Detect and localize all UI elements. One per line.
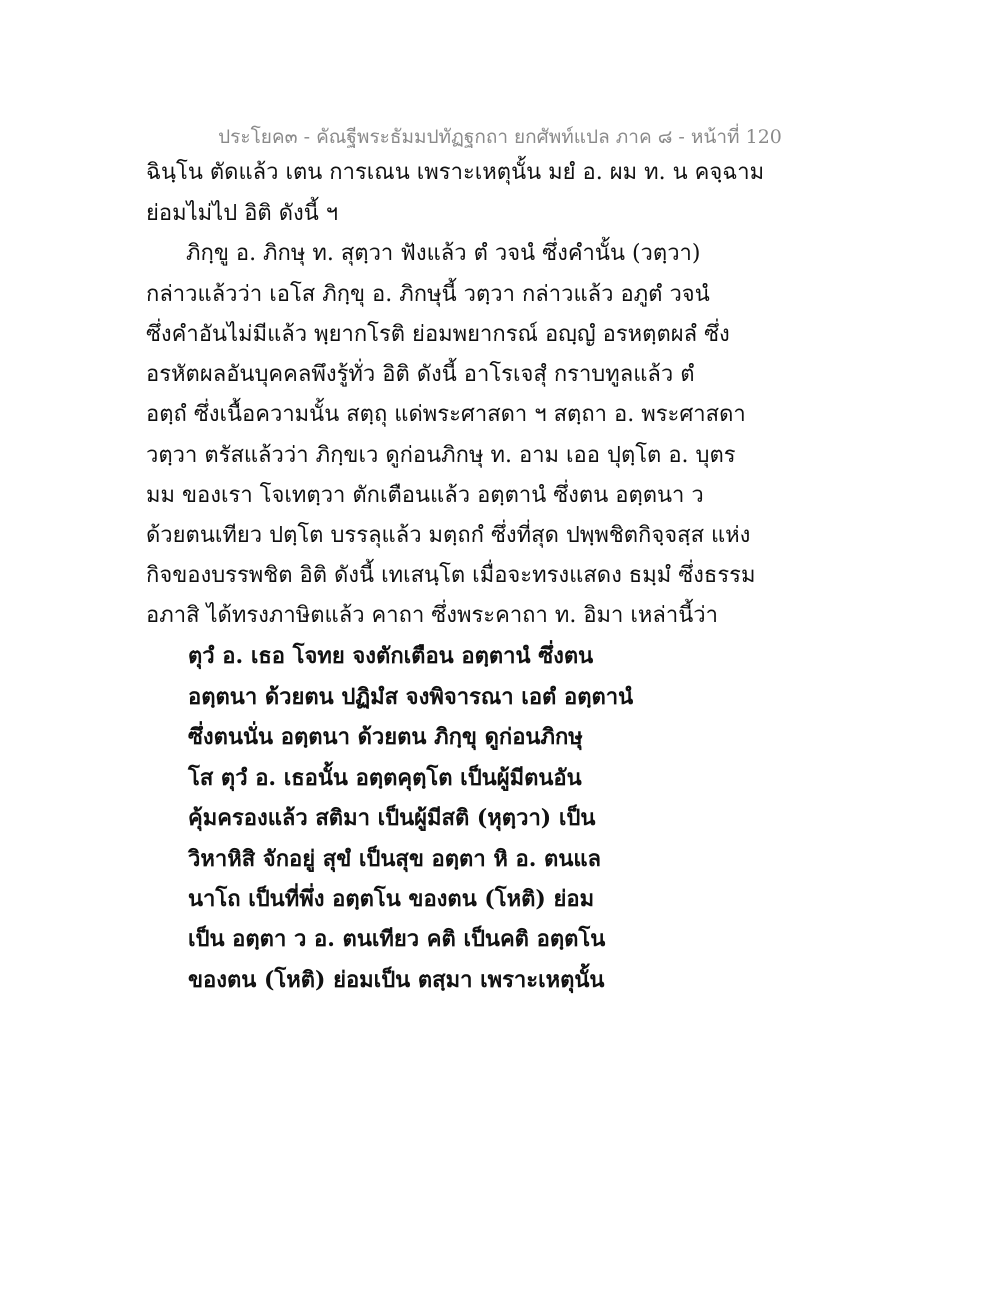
- text-line: มม ของเรา โจเทตฺวา ตักเตือนแล้ว อตฺตานํ ซึ่งตน อตฺตนา ว: [146, 483, 704, 508]
- verse-line: คุ้มครองแล้ว สติมา เป็นผู้มีสติ (หุตฺวา) เป็น: [188, 805, 596, 831]
- text-line: ภิกฺขู อ. ภิกษุ ท. สุตฺวา ฟังแล้ว ตํ วจนํ ซึ่งคำนั้น (วตฺวา): [186, 241, 701, 266]
- verse-line: วิหาหิสิ จักอยู่ สุขํ เป็นสุข อตฺตา หิ อ. ตนแล: [188, 846, 602, 872]
- text-line: ฉินฺโน ตัดแล้ว เตน การเณน เพราะเหตุนั้น มยํ อ. ผม ท. น คจฺฉาม: [146, 160, 765, 185]
- verse-line: ซึ่งตนนั่น อตฺตนา ด้วยตน ภิกฺขุ ดูก่อนภิกษุ: [188, 724, 583, 750]
- verse-line: นาโถ เป็นที่พึ่ง อตฺตโน ของตน (โหติ) ย่อม: [188, 886, 595, 912]
- text-line: อตฺถํ ซึ่งเนื้อความนั้น สตฺถุ แด่พระศาสดา ฯ สตฺถา อ. พระศาสดา: [146, 402, 746, 427]
- verse-line: เป็น อตฺตา ว อ. ตนเทียว คติ เป็นคติ อตฺตโน: [188, 926, 606, 952]
- running-header: ประโยค๓ - คัณฐีพระธัมมปทัฏฐกถา ยกศัพท์แปล ภาค ๘ - หน้าที่ 120: [218, 126, 782, 148]
- text-line: ย่อมไม่ไป อิติ ดังนี้ ฯ: [146, 201, 339, 226]
- verse-line: โส ตุวํ อ. เธอนั้น อตฺตคุตฺโต เป็นผู้มีตนอัน: [188, 765, 582, 791]
- text-line: กล่าวแล้วว่า เอโส ภิกฺขุ อ. ภิกษุนี้ วตฺวา กล่าวแล้ว อภูตํ วจนํ: [146, 282, 710, 307]
- verse-line: ของตน (โหติ) ย่อมเป็น ตสฺมา เพราะเหตุนั้น: [188, 967, 605, 993]
- text-line: อภาสิ ได้ทรงภาษิตแล้ว คาถา ซึ่งพระคาถา ท. อิมา เหล่านี้ว่า: [146, 603, 718, 628]
- text-line: ด้วยตนเทียว ปตฺโต บรรลุแล้ว มตฺถกํ ซึ่งที่สุด ปพฺพชิตกิจฺจสฺส แห่ง: [146, 523, 751, 548]
- text-line: กิจของบรรพชิต อิติ ดังนี้ เทเสนฺโต เมื่อจะทรงแสดง ธมฺมํ ซึ่งธรรม: [146, 563, 756, 588]
- verse-line: ตุวํ อ. เธอ โจทย จงตักเตือน อตฺตานํ ซึ่งตน: [188, 643, 594, 669]
- verse-line: อตฺตนา ด้วยตน ปฏิมํส จงพิจารณา เอตํ อตฺตานํ: [188, 684, 634, 710]
- text-line: วตฺวา ตรัสแล้วว่า ภิกฺขเว ดูก่อนภิกษุ ท. อาม เออ ปุตฺโต อ. บุตร: [146, 443, 736, 468]
- text-line: ซึ่งคำอันไม่มีแล้ว พฺยากโรติ ย่อมพยากรณ์ อญฺญํ อรหตฺตผลํ ซึ่ง: [146, 322, 730, 347]
- text-line: อรหัตผลอันบุคคลพึงรู้ทั่ว อิติ ดังนี้ อาโรเจสุํ กราบทูลแล้ว ตํ: [146, 362, 695, 387]
